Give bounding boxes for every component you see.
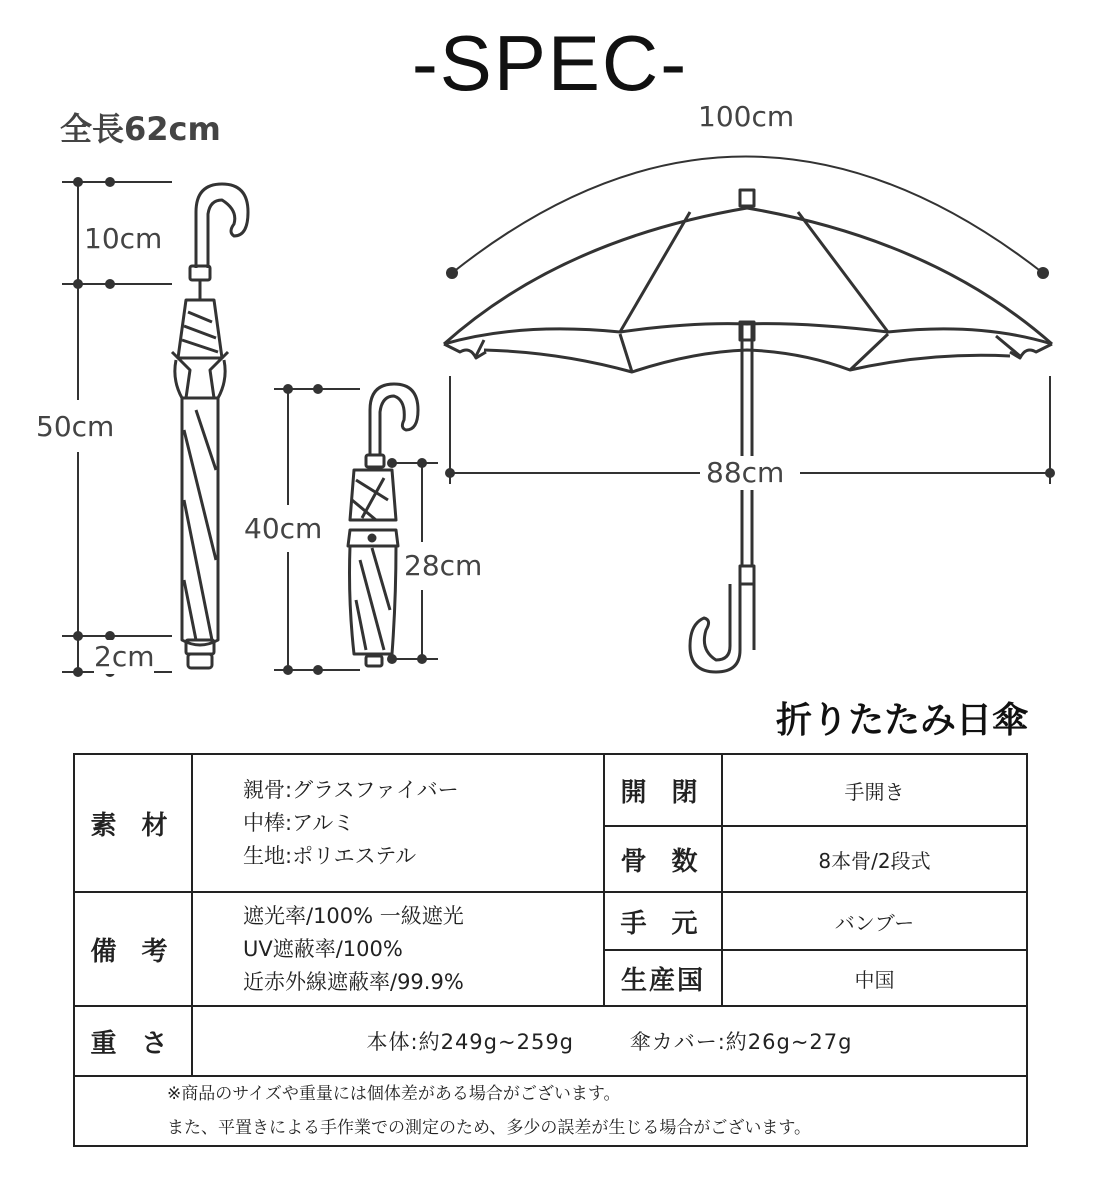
- tip-length-label: 2cm: [94, 640, 155, 673]
- shaft-length-label: 50cm: [36, 410, 115, 443]
- material-details: [192, 754, 604, 892]
- handle-length-label: 10cm: [84, 222, 163, 255]
- diameter-label: 88cm: [706, 456, 785, 489]
- disclaimer: [74, 1076, 1027, 1146]
- material-shaft: 中棒:アルミ: [243, 810, 355, 835]
- origin-label: 生産国: [604, 950, 722, 1006]
- span-length-label: 100cm: [698, 100, 795, 133]
- total-length-label: 全長62cm: [60, 110, 221, 148]
- material-label: 素 材: [74, 754, 192, 892]
- ribs-value: 8本骨/2段式: [722, 826, 1027, 892]
- material-frame: 親骨:グラスファイバー: [243, 777, 459, 802]
- long-umbrella-icon: [172, 184, 248, 668]
- uv-rate: UV遮蔽率/100%: [243, 936, 403, 961]
- folded-total-label: 40cm: [244, 512, 323, 545]
- nir-rate: 近赤外線遮蔽率/99.9%: [243, 969, 464, 994]
- origin-value: 中国: [722, 950, 1027, 1006]
- folded-umbrella-icon: [348, 384, 418, 666]
- product-subtitle: 折りたたみ日傘: [775, 700, 1028, 741]
- handle-label: 手 元: [604, 892, 722, 950]
- ribs-label: 骨 数: [604, 826, 722, 892]
- opening-label: 開 閉: [604, 754, 722, 826]
- handle-value: バンブー: [722, 892, 1027, 950]
- disclaimer-line: また、平置きによる手作業での測定のため、多少の誤差が生じる場合がございます。: [167, 1118, 811, 1138]
- folded-body-label: 28cm: [404, 549, 483, 582]
- weight-label: 重 さ: [74, 1006, 192, 1076]
- weight-body: 本体:約249g~259g: [366, 1030, 575, 1054]
- disclaimer-line: ※商品のサイズや重量には個体差がある場合がございます。: [167, 1084, 621, 1104]
- material-fabric: 生地:ポリエステル: [243, 843, 417, 868]
- notes-label: 備 考: [74, 892, 192, 1006]
- spec-table: [73, 753, 1028, 1147]
- notes-details: [192, 892, 604, 1006]
- opening-value: 手開き: [722, 754, 1027, 826]
- open-umbrella-icon: [444, 190, 1052, 672]
- weight-cover: 傘カバー:約26g~27g: [629, 1030, 853, 1054]
- page-title: -SPEC-: [411, 19, 689, 107]
- shading-rate: 遮光率/100% 一級遮光: [243, 903, 464, 928]
- weight-values: [192, 1006, 1027, 1076]
